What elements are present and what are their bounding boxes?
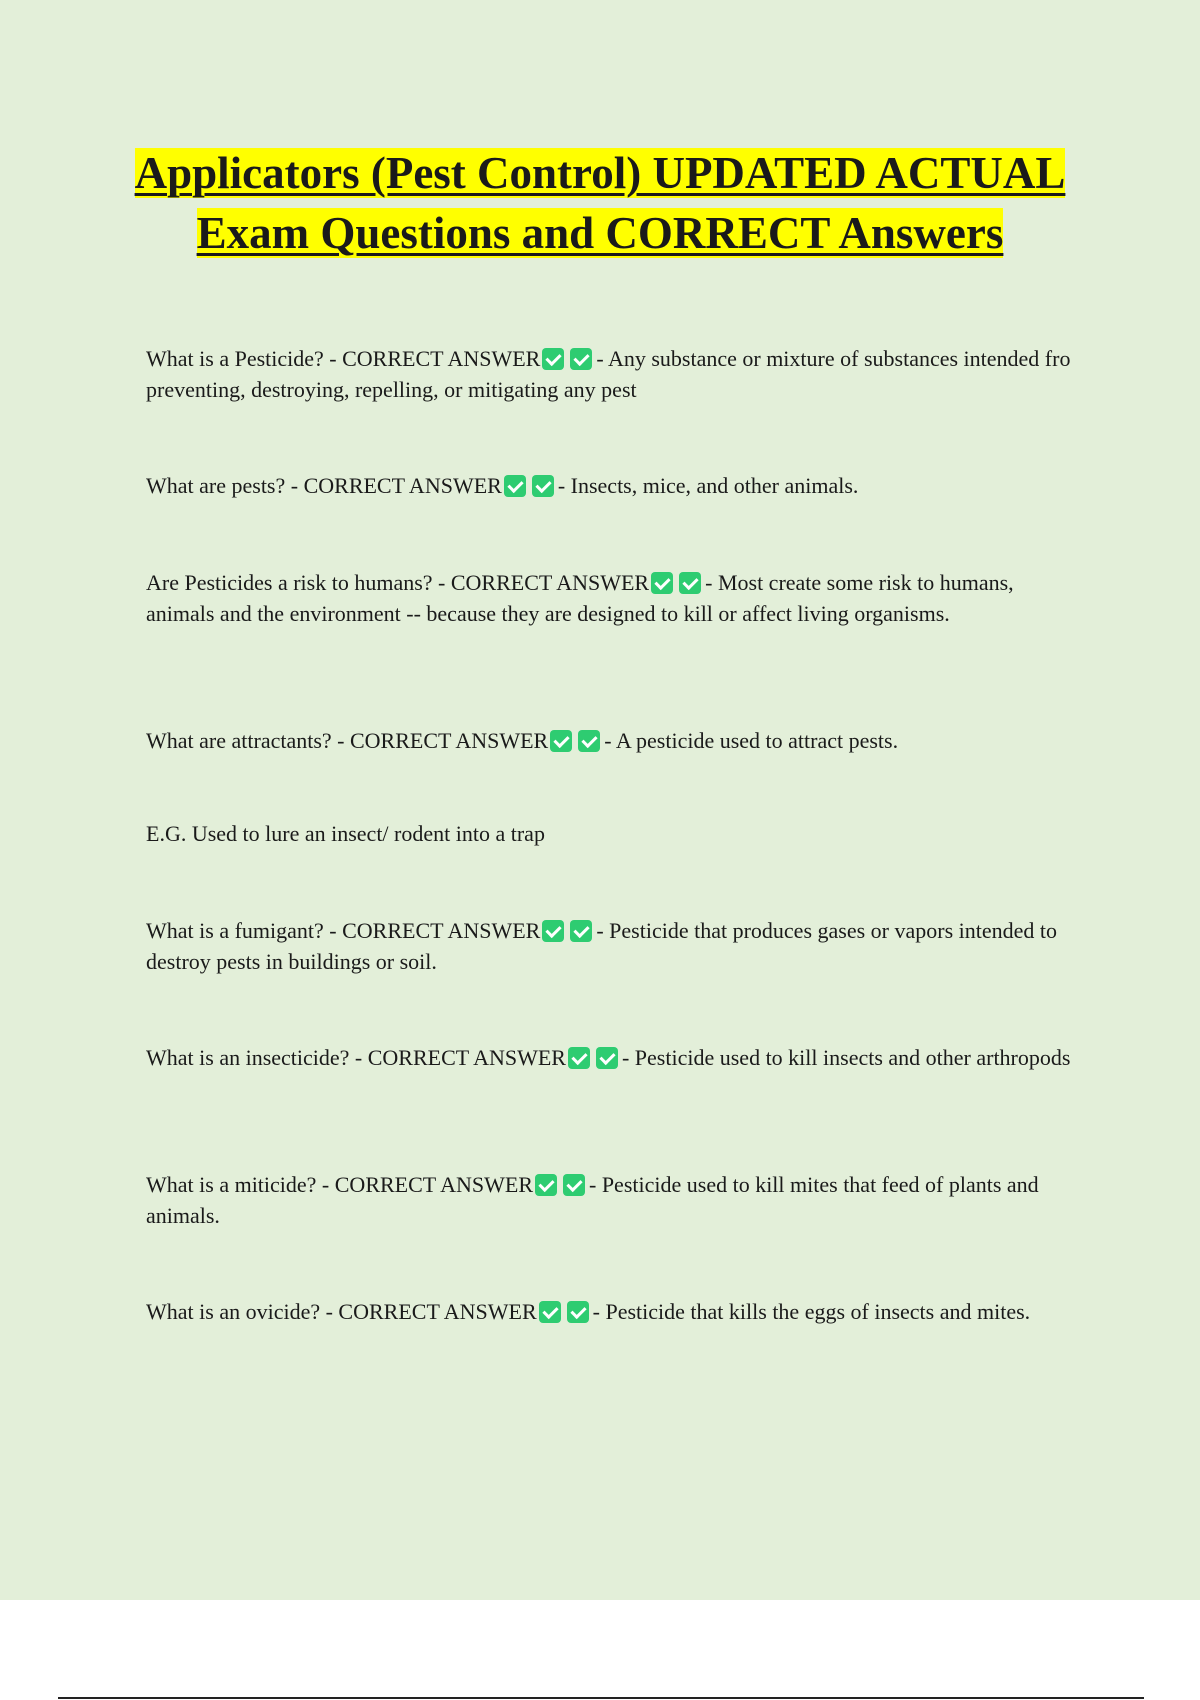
qa-item-miticide: [146, 1169, 1076, 1231]
qa-item-fumigant: [146, 915, 1076, 977]
check-mark-button-icon: [567, 1301, 589, 1323]
check-mark-button-icon: [570, 920, 592, 942]
example-note: E.G. Used to lure an insect/ rodent into a trap: [146, 821, 545, 846]
answer-text: - Pesticide used to kill mites that feed of plants and animals.: [146, 1172, 1039, 1228]
answer-text: - Pesticide that produces gases or vapors intended to destroy pests in buildings or soil.: [146, 918, 1058, 974]
check-mark-button-icon: [568, 1047, 590, 1069]
question-text: What is a fumigant? - CORRECT ANSWER: [146, 918, 541, 943]
question-text: What are pests? - CORRECT ANSWER: [146, 473, 502, 498]
question-text: What is a Pesticide? - CORRECT ANSWER: [146, 346, 541, 371]
answer-text: - Insects, mice, and other animals.: [557, 473, 859, 498]
question-text: What is an insecticide? - CORRECT ANSWER: [146, 1045, 566, 1070]
question-text: What are attractants? - CORRECT ANSWER: [146, 728, 549, 753]
document-title: [100, 143, 1100, 263]
answer-text: - Pesticide that kills the eggs of insects and mites.: [592, 1299, 1031, 1324]
answer-text: - Most create some risk to humans, animals and the environment -- because they are designed to kill or affect living organisms.: [146, 570, 1014, 626]
check-mark-button-icon: [679, 572, 701, 594]
check-mark-button-icon: [563, 1174, 585, 1196]
footer-divider: [58, 1697, 1144, 1699]
answer-text: - A pesticide used to attract pests.: [604, 728, 899, 753]
check-mark-button-icon: [504, 475, 526, 497]
qa-item-risk-to-humans: [146, 567, 1076, 629]
qa-item-pesticide: [146, 343, 1076, 405]
check-mark-button-icon: [532, 475, 554, 497]
qa-item-pests: [146, 470, 1076, 501]
check-mark-button-icon: [570, 348, 592, 370]
check-mark-button-icon: [542, 348, 564, 370]
qa-item-insecticide: [146, 1042, 1076, 1073]
check-mark-button-icon: [535, 1174, 557, 1196]
qa-item-ovicide: [146, 1296, 1076, 1327]
question-text: What is an ovicide? - CORRECT ANSWER: [146, 1299, 537, 1324]
answer-text: - Pesticide used to kill insects and other arthropods: [621, 1045, 1071, 1070]
check-mark-button-icon: [651, 572, 673, 594]
question-text: Are Pesticides a risk to humans? - CORRECT ANSWER: [146, 570, 650, 595]
check-mark-button-icon: [542, 920, 564, 942]
check-mark-button-icon: [596, 1047, 618, 1069]
check-mark-button-icon: [539, 1301, 561, 1323]
question-text: What is a miticide? - CORRECT ANSWER: [146, 1172, 533, 1197]
qa-item-attractants: [146, 725, 1076, 756]
check-mark-button-icon: [550, 730, 572, 752]
check-mark-button-icon: [578, 730, 600, 752]
document-title-text: Applicators (Pest Control) UPDATED ACTUAL Exam Questions and CORRECT Answers: [134, 148, 1066, 258]
answer-text: - Any substance or mixture of substances intended fro preventing, destroying, repelling, or mitigating any pest: [146, 346, 1071, 402]
